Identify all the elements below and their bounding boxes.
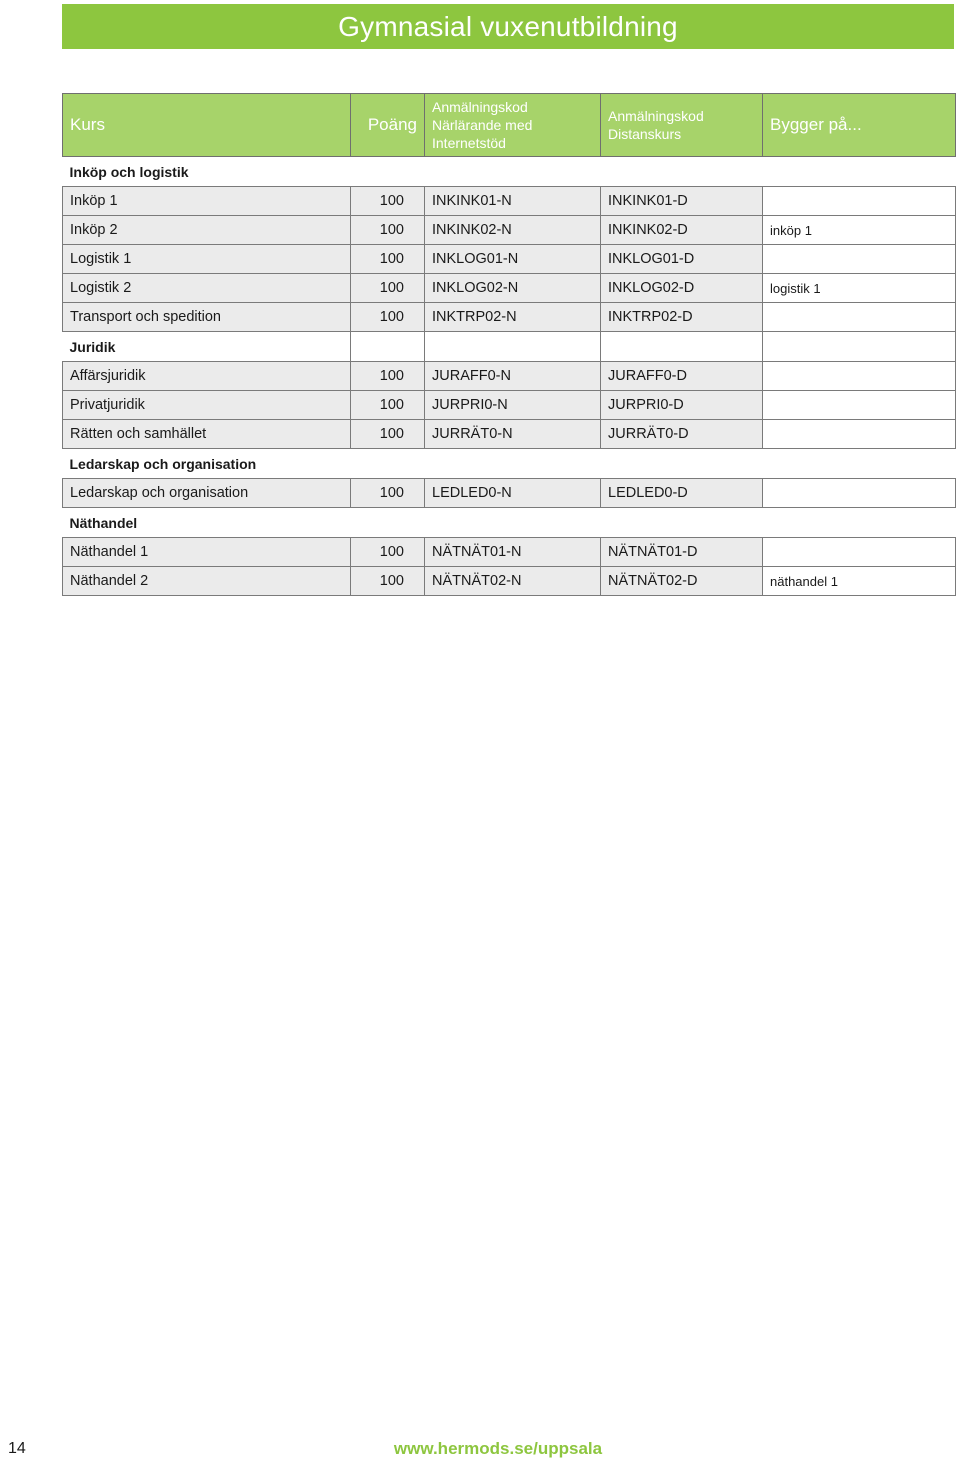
course-name: Logistik 2 [63,274,351,303]
table-header-row [63,94,956,157]
header-internet-code [425,94,601,157]
course-name: Näthandel 1 [63,538,351,567]
internet-code: JURPRI0-N [425,391,601,420]
course-points: 100 [351,245,425,274]
header-distance-code [601,94,763,157]
builds-on [763,187,956,216]
section-title: Ledarskap och organisation [69,455,257,472]
internet-code: INKLOG02-N [425,274,601,303]
distance-code: INKLOG01-D [601,245,763,274]
internet-code: INKLOG01-N [425,245,601,274]
internet-code: JURAFF0-N [425,362,601,391]
builds-on: logistik 1 [763,274,956,303]
section-title: Näthandel [69,514,138,531]
builds-on: näthandel 1 [763,567,956,596]
distance-code: INKINK02-D [601,216,763,245]
internet-code: JURRÄT0-N [425,420,601,449]
course-points: 100 [351,303,425,332]
course-points: 100 [351,538,425,567]
footer-url-link[interactable]: www.hermods.se/uppsala [393,1439,603,1458]
table-row [63,479,956,508]
table-row [63,420,956,449]
page-number: 14 [8,1440,26,1457]
distance-code: INKTRP02-D [601,303,763,332]
distance-code: LEDLED0-D [601,479,763,508]
empty-cell [763,332,956,362]
header-distance-line1: Anmälningskod [608,108,704,124]
distance-code: JURPRI0-D [601,391,763,420]
title-banner [62,4,954,49]
builds-on [763,362,956,391]
page-title: Gymnasial vuxenutbildning [338,10,678,42]
table-row [63,187,956,216]
course-name: Inköp 2 [63,216,351,245]
section-title: Juridik [69,338,116,355]
internet-code: INKINK01-N [425,187,601,216]
course-name: Logistik 1 [63,245,351,274]
table-row [63,274,956,303]
table-row [63,303,956,332]
course-points: 100 [351,274,425,303]
section-row [63,157,956,187]
builds-on [763,391,956,420]
distance-code: JURAFF0-D [601,362,763,391]
course-table [62,93,956,596]
empty-cell [601,332,763,362]
table-row [63,362,956,391]
table-row [63,245,956,274]
builds-on [763,538,956,567]
builds-on: inköp 1 [763,216,956,245]
section-row [63,449,956,479]
internet-code: NÄTNÄT02-N [425,567,601,596]
distance-code: NÄTNÄT02-D [601,567,763,596]
course-points: 100 [351,187,425,216]
distance-code: INKINK01-D [601,187,763,216]
course-name: Inköp 1 [63,187,351,216]
course-points: 100 [351,479,425,508]
internet-code: INKINK02-N [425,216,601,245]
course-points: 100 [351,567,425,596]
course-name: Ledarskap och organisation [63,479,351,508]
section-row [63,508,956,538]
course-name: Privatjuridik [63,391,351,420]
internet-code: NÄTNÄT01-N [425,538,601,567]
builds-on [763,420,956,449]
section-title: Inköp och logistik [69,163,189,180]
builds-on [763,303,956,332]
course-points: 100 [351,420,425,449]
course-points: 100 [351,362,425,391]
empty-cell [425,332,601,362]
course-name: Rätten och samhället [63,420,351,449]
course-points: 100 [351,391,425,420]
header-builds-on: Bygger på... [763,94,956,157]
distance-code: INKLOG02-D [601,274,763,303]
course-name: Affärsjuridik [63,362,351,391]
header-kurs: Kurs [63,94,351,157]
table-row [63,567,956,596]
empty-cell [351,332,425,362]
header-internet-line2: Närlärande med [432,117,533,133]
distance-code: JURRÄT0-D [601,420,763,449]
course-name: Näthandel 2 [63,567,351,596]
internet-code: INKTRP02-N [425,303,601,332]
table-row [63,391,956,420]
table-row [63,216,956,245]
course-name: Transport och spedition [63,303,351,332]
section-row [63,332,956,362]
course-points: 100 [351,216,425,245]
internet-code: LEDLED0-N [425,479,601,508]
header-distance-line2: Distanskurs [608,126,682,142]
header-internet-line3: Internetstöd [432,135,506,151]
header-poang: Poäng [351,94,425,157]
builds-on [763,245,956,274]
builds-on [763,479,956,508]
table-row [63,538,956,567]
distance-code: NÄTNÄT01-D [601,538,763,567]
header-internet-line1: Anmälningskod [432,99,528,115]
